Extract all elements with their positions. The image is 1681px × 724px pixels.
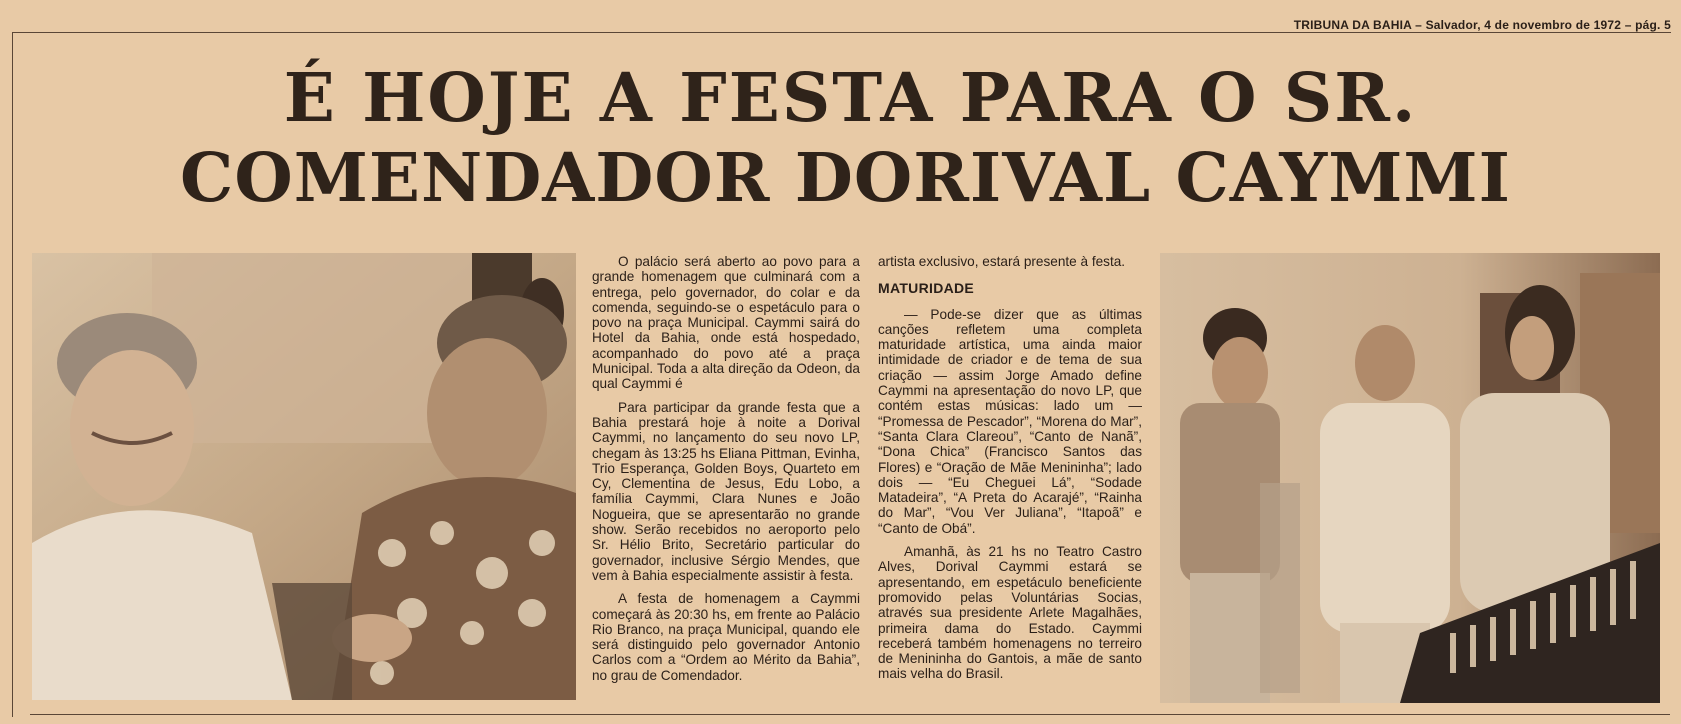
paragraph: Amanhã, às 21 hs no Teatro Castro Alves, Dorival Caymmi estará se apresentando, em espetáculo beneficiente promovido pelas Voluntárias Socias, através sua presidente Arlete Magalhães, primeira dama do Estado. Caymmi receberá também homenagens no terreiro de Menininha do Gantois, a mãe de santo mais velha do Brasil. xyxy=(878,544,1142,682)
paragraph: — Pode-se dizer que as últimas canções refletem uma completa maturidade artística, uma ainda maior intimidade de criador e de tema de sua criação — assim Jorge Amado define Caymmi na apresentação do novo LP, que contém estas músicas: lado um — “Promessa de Pescador”, “Morena do Mar”, “Santa Clara Clareou”, “Canto de Nanã”, “Dona Chica” (Francisco Santos das Flores) e “Oração de Mãe Menininha”; lado dois — “Eu Cheguei Lá”, “Sodade Matadeira”, “A Preta do Acarajé”, “Rainha do Mar”, “Vou Ver Juliana”, “Itapoã” e “Canto de Obá”. xyxy=(878,306,1142,536)
paragraph: O palácio será aberto ao povo para a grande homenagem que culminará com a entrega, pelo governador, do colar e da comenda, seguindo-se o espetáculo para o povo na praça Municipal. Caymmi sairá do Hotel da Bahia, onde está hospedado, acompanhado do povo até a praça Municipal. Toda a alta direção da Odeon, da qual Caymmi é xyxy=(592,254,860,392)
headline-line-1: É HOJE A FESTA PARA O SR. xyxy=(283,58,1418,137)
paragraph: A festa de homenagem a Caymmi começará às 20:30 hs, em frente ao Palácio Rio Branco, na praça Municipal, quando ele será distinguido pelo governador Antonio Carlos com a “Ordem ao Mérito da Bahia”, no grau de Comendador. xyxy=(592,591,860,683)
paragraph: Para participar da grande festa que a Bahia prestará hoje à noite a Dorival Caymmi, no lançamento do seu novo LP, chegam às 13:25 hs Eliana Pittman, Evinha, Trio Esperança, Golden Boys, Quarteto em Cy, Clementina de Jesus, Edu Lobo, a família Caymmi, Clara Nunes e João Nogueira, que se apresentarão no grande show. Serão recebidos no aeroporto pelo Sr. Hélio Brito, Secretário particular do governador, inclusive Sérgio Mendes, que vem à Bahia especialmente assistir à festa. xyxy=(592,399,860,583)
publication-name: TRIBUNA DA BAHIA xyxy=(1293,18,1412,32)
photo-left-image xyxy=(32,253,576,700)
article-column-1 xyxy=(592,254,860,683)
bottom-rule xyxy=(30,714,1670,715)
headline xyxy=(0,58,1681,218)
photo-right xyxy=(1160,253,1660,703)
masthead xyxy=(1294,18,1671,32)
paragraph: artista exclusivo, estará presente à festa. xyxy=(878,254,1126,269)
article-column-2 xyxy=(878,254,1142,682)
subheading: MATURIDADE xyxy=(878,280,975,297)
headline-line-2: COMENDADOR DORIVAL CAYMMI xyxy=(180,138,1511,217)
dateline: – Salvador, 4 de novembro de 1972 – pág. 5 xyxy=(1415,18,1671,32)
photo-right-image xyxy=(1160,253,1660,703)
photo-left xyxy=(32,253,576,700)
